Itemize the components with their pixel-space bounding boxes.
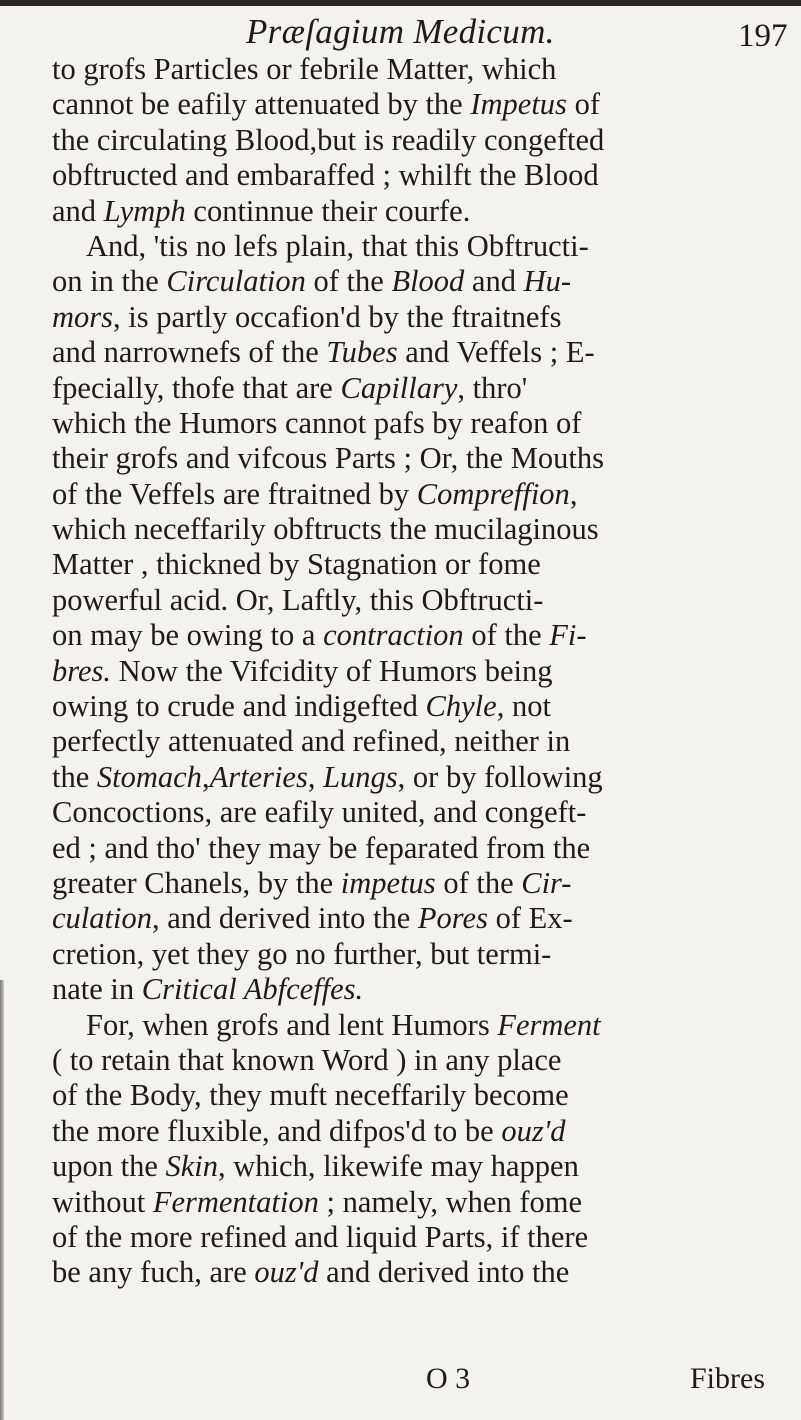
text-segment: perfectly attenuated and refined, neither in [52,724,571,759]
text-line [52,760,782,795]
signature-mark: O 3 [426,1362,471,1395]
text-segment: Matter , thickned by Stagnation or fome [52,547,541,582]
text-segment: powerful acid. Or, Laftly, this Obftructi- [52,582,544,617]
text-segment: Concoctions, are eafily united, and congeft- [52,795,587,830]
text-segment: and narrownefs of the [52,335,327,370]
italic-text: Arteries [209,759,308,794]
text-segment: of the [463,618,550,653]
text-line [52,194,782,229]
text-line [52,123,782,158]
italic-text: impetus [340,865,436,900]
italic-text: Tubes [326,335,398,370]
text-segment: , or by following [397,759,603,794]
text-line [52,937,782,972]
page-header [0,4,801,52]
text-line [52,477,782,512]
italic-text: Pores [417,901,488,936]
text-line [52,87,782,122]
text-line [52,300,782,335]
text-segment: , thro' [457,370,528,405]
page-number: 197 [738,18,788,54]
text-line [52,795,782,830]
text-segment: which the Humors cannot pafs by reafon of [52,405,582,440]
italic-text: bres. [52,653,112,688]
text-line [52,264,782,299]
text-segment: of the Veffels are ftraitned by [52,476,417,511]
page-binding-shadow [0,980,4,1420]
text-segment: of the Body, they muft neceffarily become [52,1078,569,1113]
text-line [52,158,782,193]
text-line [52,1255,782,1290]
text-segment: on may be owing to a [52,618,324,653]
text-segment: to grofs Particles or febrile Matter, which [52,52,557,86]
text-line [52,654,782,689]
italic-text: Critical Abfceffes. [141,972,364,1007]
text-segment: and [52,193,104,228]
text-segment: , and derived into the [151,901,418,936]
catchword: Fibres [690,1362,765,1395]
italic-text: Hu- [523,264,572,299]
text-segment: their grofs and vifcous Parts ; Or, the Mouths [52,441,604,476]
text-segment: , [569,476,578,511]
text-line [52,1043,782,1078]
text-line [52,972,782,1007]
text-line [52,229,782,264]
text-segment: ed ; and tho' they may be feparated from the [52,830,591,865]
text-segment: of the more refined and liquid Parts, if there [52,1219,589,1254]
italic-text: Capillary [340,370,458,405]
text-line [52,901,782,936]
text-segment: and derived into the [318,1255,570,1290]
text-line [52,512,782,547]
running-head: Præſagium Medicum. [246,12,555,51]
italic-text: Circulation [166,264,306,299]
text-segment: greater Chanels, by the [52,865,341,900]
text-segment: , not [496,689,551,724]
italic-text: Chyle [425,689,497,724]
text-line [52,441,782,476]
page-footer [0,1360,801,1400]
text-line [52,689,782,724]
italic-text: Impetus [470,87,567,122]
italic-text: Lungs [323,759,398,794]
text-segment: continnue their courfe. [185,193,471,228]
text-segment: For, when grofs and lent Humors [86,1007,498,1042]
text-line [52,866,782,901]
text-segment: of Ex- [487,901,573,936]
text-segment: the circulating Blood,but is readily congefted [52,122,605,157]
text-segment: of the [435,865,522,900]
text-segment: owing to crude and indigefted [52,689,426,724]
text-segment: the more fluxible, and difpos'd to be [52,1113,502,1148]
text-segment: Now the Vifcidity of Humors being [111,653,553,688]
text-segment: cannot be eafily attenuated by the [52,87,471,122]
text-line [52,831,782,866]
text-line [52,1114,782,1149]
italic-text: Ferment [497,1007,601,1042]
text-line [52,583,782,618]
italic-text: contraction [323,618,464,653]
text-line [52,1008,782,1043]
text-segment: upon the [52,1149,166,1184]
text-segment: which neceffarily obftructs the mucilaginous [52,512,599,547]
text-segment: , [307,759,324,794]
text-segment: of [566,87,600,122]
text-segment: ; namely, when fome [318,1184,582,1219]
text-line [52,1185,782,1220]
italic-text: Fermentation [152,1184,319,1219]
text-segment: on in the [52,264,167,299]
text-line [52,724,782,759]
body-text [52,52,782,1291]
italic-text: Compreffion [416,476,570,511]
text-line [52,1149,782,1184]
italic-text: Cir- [521,865,572,900]
text-segment: , is partly occafion'd by the ftraitnefs [113,299,562,334]
text-segment: , [201,759,210,794]
text-segment: cretion, yet they go no further, but termi- [52,936,552,971]
text-segment: obftructed and embaraffed ; whilft the Blood [52,158,599,193]
text-segment: of the [305,264,392,299]
text-line [52,406,782,441]
text-segment: the [52,759,97,794]
text-line [52,371,782,406]
text-line [52,335,782,370]
text-segment: ( to retain that known Word ) in any place [52,1042,562,1077]
text-segment: , which, likewife may happen [218,1149,579,1184]
text-line [52,618,782,653]
italic-text: mors [52,299,114,334]
italic-text: Stomach [96,759,202,794]
italic-text: Fi- [549,618,587,653]
text-segment: and Veffels ; E- [397,335,595,370]
italic-text: ouz'd [254,1255,319,1290]
italic-text: culation [52,901,152,936]
text-line [52,1078,782,1113]
text-line [52,52,782,87]
text-line [52,1220,782,1255]
italic-text: Lymph [103,193,186,228]
text-line [52,547,782,582]
text-segment: be any fuch, are [52,1255,255,1290]
text-segment: nate in [52,972,142,1007]
italic-text: Blood [391,264,465,299]
text-segment: and [464,264,524,299]
text-segment: fpecially, thofe that are [52,370,341,405]
text-segment: without [52,1184,153,1219]
italic-text: ouz'd [501,1113,566,1148]
italic-text: Skin [165,1149,219,1184]
text-segment: And, 'tis no lefs plain, that this Obftructi- [86,228,589,263]
